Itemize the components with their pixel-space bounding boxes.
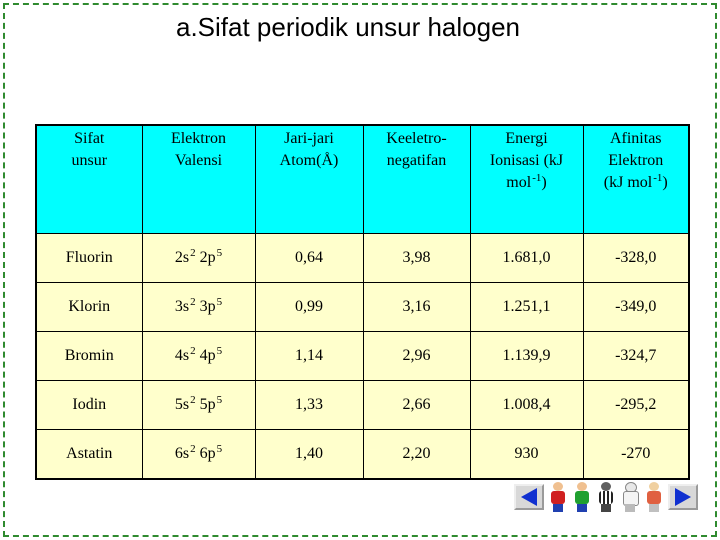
header-energi-ionisasi: Energi Ionisasi (kJ mol$^{-1}$) bbox=[470, 125, 583, 234]
table-row-astatin bbox=[36, 430, 689, 480]
previous-slide-button[interactable] bbox=[514, 484, 544, 510]
cell-unsur: Iodin bbox=[36, 381, 142, 430]
slide-title: a.Sifat periodik unsur halogen bbox=[175, 12, 520, 42]
cell-energi-ionisasi: 1.681,0 bbox=[470, 234, 583, 283]
cell-keelektronegatifan: 2,96 bbox=[363, 332, 470, 381]
cell-jari-jari: 1,40 bbox=[255, 430, 363, 480]
cell-valensi: $3s^2$ $3p^5$ bbox=[142, 283, 255, 332]
cell-jari-jari: 0,64 bbox=[255, 234, 363, 283]
cell-unsur: Astatin bbox=[36, 430, 142, 480]
mario-figure-icon[interactable] bbox=[548, 482, 568, 512]
cell-valensi: $5s^2$ $5p^5$ bbox=[142, 381, 255, 430]
cell-unsur: Fluorin bbox=[36, 234, 142, 283]
cell-afinitas: -295,2 bbox=[583, 381, 689, 430]
luigi-figure-icon[interactable] bbox=[572, 482, 592, 512]
slide-navigation bbox=[514, 480, 698, 514]
cell-jari-jari: 1,33 bbox=[255, 381, 363, 430]
next-arrow-icon bbox=[675, 488, 691, 506]
header-elektron-valensi: Elektron Valensi bbox=[142, 125, 255, 234]
cell-keelektronegatifan: 2,66 bbox=[363, 381, 470, 430]
zebra-figure-icon[interactable] bbox=[596, 482, 616, 512]
cell-afinitas: -270 bbox=[583, 430, 689, 480]
cell-valensi: $6s^2$ $6p^5$ bbox=[142, 430, 255, 480]
cell-afinitas: -349,0 bbox=[583, 283, 689, 332]
table-row-klorin bbox=[36, 283, 689, 332]
cell-energi-ionisasi: 930 bbox=[470, 430, 583, 480]
cell-keelektronegatifan: 3,98 bbox=[363, 234, 470, 283]
cell-afinitas: -328,0 bbox=[583, 234, 689, 283]
cell-unsur: Klorin bbox=[36, 283, 142, 332]
cell-afinitas: -324,7 bbox=[583, 332, 689, 381]
cell-jari-jari: 0,99 bbox=[255, 283, 363, 332]
table-row-iodin bbox=[36, 381, 689, 430]
halogen-table bbox=[35, 124, 690, 480]
header-sifat-unsur: Sifat unsur bbox=[36, 125, 142, 234]
cell-energi-ionisasi: 1.008,4 bbox=[470, 381, 583, 430]
cell-energi-ionisasi: 1.251,1 bbox=[470, 283, 583, 332]
table-row-bromin bbox=[36, 332, 689, 381]
cell-unsur: Bromin bbox=[36, 332, 142, 381]
cell-jari-jari: 1,14 bbox=[255, 332, 363, 381]
cell-keelektronegatifan: 3,16 bbox=[363, 283, 470, 332]
header-afinitas-elektron: Afinitas Elektron (kJ mol$^{-1}$) bbox=[583, 125, 689, 234]
cell-keelektronegatifan: 2,20 bbox=[363, 430, 470, 480]
cell-valensi: $4s^2$ $4p^5$ bbox=[142, 332, 255, 381]
previous-arrow-icon bbox=[521, 488, 537, 506]
next-slide-button[interactable] bbox=[668, 484, 698, 510]
table-row-fluorin bbox=[36, 234, 689, 283]
header-row bbox=[36, 125, 689, 234]
skeleton-figure-icon[interactable] bbox=[620, 482, 640, 512]
cell-valensi: $2s^2$ $2p^5$ bbox=[142, 234, 255, 283]
header-jari-jari-atom: Jari-jari Atom(Å) bbox=[255, 125, 363, 234]
cell-energi-ionisasi: 1.139,9 bbox=[470, 332, 583, 381]
astronaut-figure-icon[interactable] bbox=[644, 482, 664, 512]
header-keelektronegatifan: Keeletro- negatifan bbox=[363, 125, 470, 234]
